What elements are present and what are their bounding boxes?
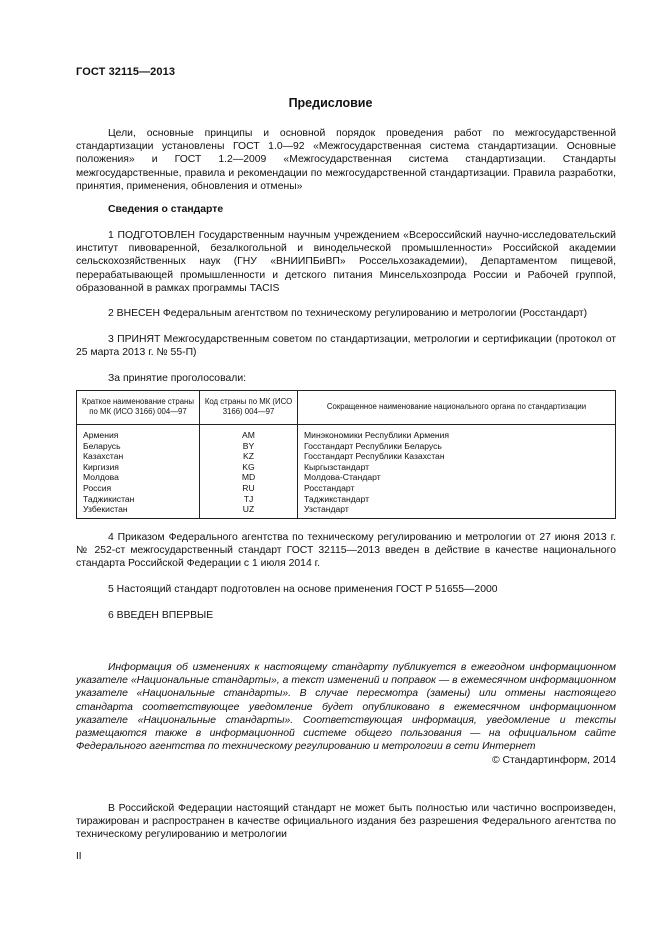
info-notice-paragraph [76,661,616,753]
body-cell: Таджикстандарт [298,494,616,505]
code-cell: RU [200,483,298,494]
country-cell: Киргизия [77,462,200,473]
code-cell: TJ [200,494,298,505]
table-row [77,504,616,518]
body-cell: Минэкономики Республики Армения [298,425,616,441]
country-cell: Беларусь [77,441,200,452]
table-header-country: Краткое наименование страны по МК (ИСО 3166) 004—97 [77,391,200,425]
code-cell: UZ [200,504,298,518]
standard-number-header: ГОСТ 32115—2013 [76,66,176,78]
intro-text: Цели, основные принципы и основной порядок проведения работ по межгосударственной стандартизации установлены ГОСТ 1.0—92 «Межгосударственная система стандартизации. Основные положения» и ГОСТ 1.2—2009 «Межгосударственная система стандартизации. Стандарты межгосударственные, правила и рекомендации по межгосударственной стандартизации. Правила разработки, принятия, применения, обновления и отмены» [76,128,616,192]
page-number: II [76,851,82,862]
body-cell: Молдова-Стандарт [298,472,616,483]
item-3-paragraph [76,333,616,359]
item-5-paragraph [76,583,616,596]
item-2-text: 2 ВНЕСЕН Федеральным агентством по техническому регулированию и метрологии (Росстандарт) [108,308,588,319]
reproduction-notice-text: В Российской Федерации настоящий стандарт не может быть полностью или частично воспроизведен, тиражирован и распространен в качестве официального издания без разрешения Федерального агентства по техническому регулированию и метрологии [76,803,616,841]
item-4-paragraph [76,531,616,571]
code-cell: MD [200,472,298,483]
code-cell: BY [200,441,298,452]
table-row [77,483,616,494]
section-subtitle: Сведения о стандарте [108,204,224,215]
item-2-paragraph [76,307,616,320]
table-row [77,462,616,473]
voted-label-paragraph [76,372,616,385]
country-cell: Таджикистан [77,494,200,505]
code-cell: KZ [200,451,298,462]
country-cell: Армения [77,425,200,441]
table-header-code: Код страны по МК (ИСО 3166) 004—97 [200,391,298,425]
voted-label: За принятие проголосовали: [108,373,247,384]
item-6-text: 6 ВВЕДЕН ВПЕРВЫЕ [108,610,214,621]
item-4-text: 4 Приказом Федерального агентства по техническому регулированию и метрологии от 27 июня 2013 г. № 252-ст межгосударственный стандарт ГОСТ 32115—2013 введен в действие в качестве национального стандарта Российской Федерации с 1 июля 2014 г. [76,532,616,570]
code-cell: AM [200,425,298,441]
voting-table [76,390,616,519]
table-row [77,472,616,483]
body-cell: Узстандарт [298,504,616,518]
code-cell: KG [200,462,298,473]
page-title: Предисловие [288,96,373,110]
body-cell: Госстандарт Республики Беларусь [298,441,616,452]
body-cell: Кыргызстандарт [298,462,616,473]
table-header-body: Сокращенное наименование национального органа по стандартизации [298,391,616,425]
item-1-paragraph [76,229,616,295]
intro-paragraph [76,127,616,193]
reproduction-notice-paragraph [76,802,616,842]
table-row [77,494,616,505]
country-cell: Молдова [77,472,200,483]
table-row [77,451,616,462]
info-notice-text: Информация об изменениях к настоящему стандарту публикуется в ежегодном информационном указателе «Национальные стандарты», а текст изменений и поправок — в ежемесячном информационном указателе «Национальные стандарты». В случае пересмотра (замены) или отмены настоящего стандарта соответствующее уведомление будет опубликовано в ежемесячном информационном указателе «Национальные стандарты». Соответствующая информация, уведомление и тексты размещаются также в информационной системе общего пользования — на официальном сайте Федерального агентства по техническому регулированию и метрологии в сети Интернет [76,662,616,753]
country-cell: Казахстан [77,451,200,462]
item-3-text: 3 ПРИНЯТ Межгосударственным советом по стандартизации, метрологии и сертификации (протокол от 25 марта 2013 г. № 55-П) [76,334,616,359]
table-header-row [77,391,616,425]
item-1-text: 1 ПОДГОТОВЛЕН Государственным научным учреждением «Всероссийский научно-исследовательский институт пивоваренной, безалкогольной и винодельческой промышленности» Российской академии сельскохозяйственных наук (ГНУ «ВНИИПБиВП» Россельхозакадемии), Департаментом пищевой, перерабатывающей промышленности и детского питания Минсельхозпрода России и Рабочей группой, образованной в рамках программы TACIS [76,230,616,294]
body-cell: Росстандарт [298,483,616,494]
table-row [77,441,616,452]
body-cell: Госстандарт Республики Казахстан [298,451,616,462]
country-cell: Россия [77,483,200,494]
country-cell: Узбекистан [77,504,200,518]
table-row [77,425,616,441]
copyright: © Стандартинформ, 2014 [491,755,616,766]
item-5-text: 5 Настоящий стандарт подготовлен на основе применения ГОСТ Р 51655—2000 [108,584,498,595]
item-6-paragraph [76,609,616,622]
